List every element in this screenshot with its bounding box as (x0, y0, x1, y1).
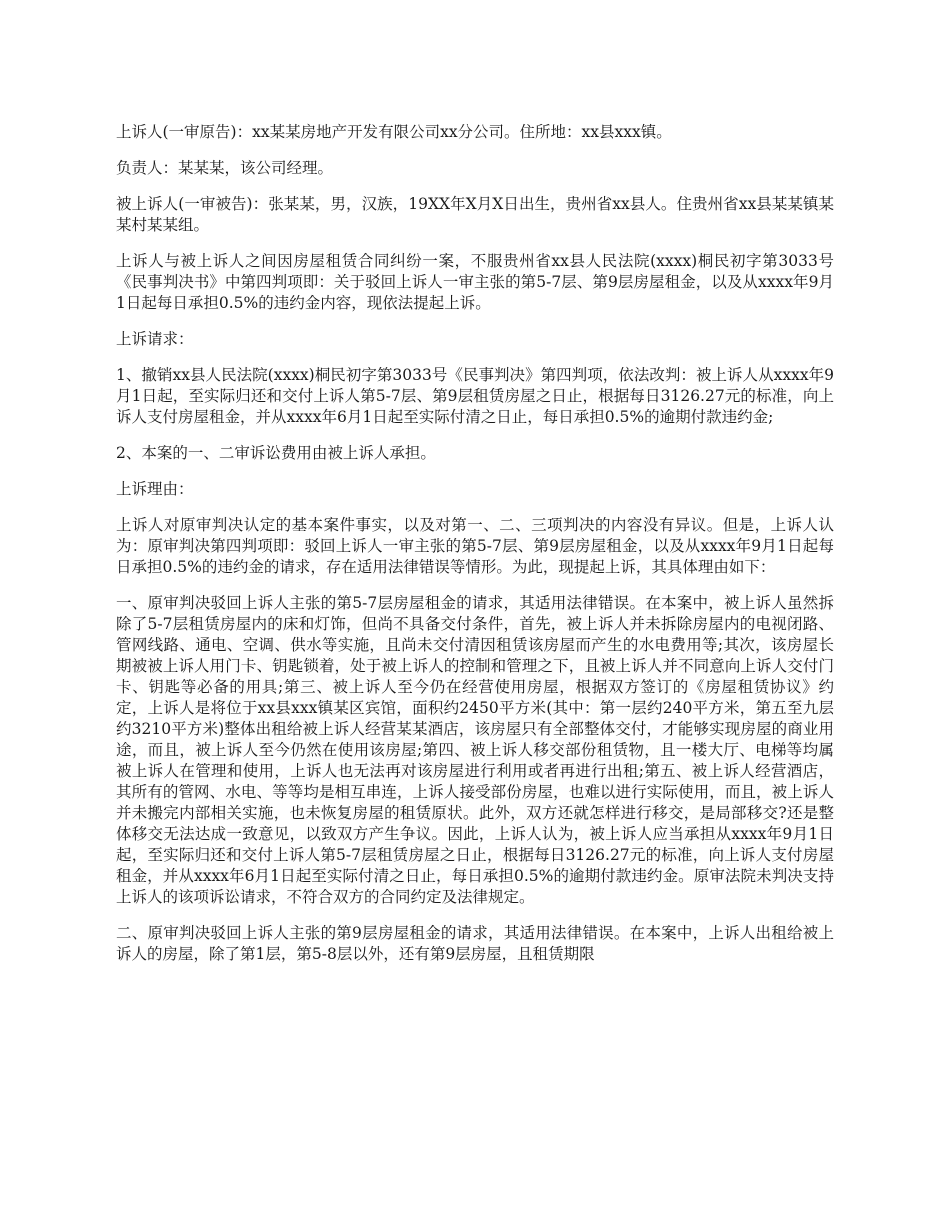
paragraph-responsible-person: 负责人：某某某，该公司经理。 (116, 159, 334, 177)
document-body (116, 122, 834, 980)
paragraph-reasons-intro: 上诉人对原审判决认定的基本案件事实，以及对第一、二、三项判决的内容没有异议。但是，上诉人认为：原审判决第四判项即：驳回上诉人一审主张的第5-7层、第9层房屋租金，以及从xxxx年9月1日起每日承担0.5%的违约金的请求，存在适用法律错误等情形。为此，现提起上诉，其具体理由如下： (116, 516, 834, 576)
heading-appeal-reasons: 上诉理由： (116, 480, 194, 498)
paragraph-reason-1: 一、原审判决驳回上诉人主张的第5-7层房屋租金的请求，其适用法律错误。在本案中，被上诉人虽然拆除了5-7层租赁房屋内的床和灯饰，但尚不具备交付条件，首先，被上诉人并未拆除房屋内的电视闭路、管网线路、通电、空调、供水等实施，且尚未交付清因租赁该房屋而产生的水电费用等;其次，该房屋长期被被上诉人用门卡、钥匙锁着，处于被上诉人的控制和管理之下，且被上诉人并不同意向上诉人交付门卡、钥匙等必备的用具;第三、被上诉人至今仍在经营使用房屋，根据双方签订的《房屋租赁协议》约定，上诉人是将位于xx县xxx镇某区宾馆，面积约2450平方米(其中：第一层约240平方米，第五至九层约3210平方米)整体出租给被上诉人经营某某酒店，该房屋只有全部整体交付，才能够实现房屋的商业用途，而且，被上诉人至今仍然在使用该房屋;第四、被上诉人移交部份租赁物，且一楼大厅、电梯等均属被上诉人在管理和使用，上诉人也无法再对该房屋进行利用或者再进行出租;第五、被上诉人经营酒店，其所有的管网、水电、等等均是相互串连，上诉人接受部份房屋，也难以进行实际使用，而且，被上诉人并未搬完内部相关实施，也未恢复房屋的租赁原状。此外，双方还就怎样进行移交，是局部移交?还是整体移交无法达成一致意见，以致双方产生争议。因此，上诉人认为，被上诉人应当承担从xxxx年9月1日起，至实际归还和交付上诉人第5-7层租赁房屋之日止，根据每日3126.27元的标准，向上诉人支付房屋租金，并从xxxx年6月1日起至实际付清之日止，每日承担0.5%的逾期付款违约金。原审法院未判决支持上诉人的该项诉讼请求，不符合双方的合同约定及法律规定。 (116, 594, 834, 906)
paragraph-case-intro: 上诉人与被上诉人之间因房屋租赁合同纠纷一案，不服贵州省xx县人民法院(xxxx)桐民初字第3033号《民事判决书》中第四判项即：关于驳回上诉人一审主张的第5-7层、第9层房屋租金，以及从xxxx年9月1日起每日承担0.5%的违约金内容，现依法提起上诉。 (116, 252, 834, 312)
paragraph-request-1: 1、撤销xx县人民法院(xxxx)桐民初字第3033号《民事判决》第四判项，依法改判：被上诉人从xxxx年9月1日起，至实际归还和交付上诉人第5-7层、第9层租赁房屋之日止，根据每日3126.27元的标准，向上诉人支付房屋租金，并从xxxx年6月1日起至实际付清之日止，每日承担0.5%的逾期付款违约金; (116, 366, 834, 426)
paragraph-appellant: 上诉人(一审原告)：xx某某房地产开发有限公司xx分公司。住所地：xx县xxx镇。 (116, 123, 672, 141)
paragraph-request-2: 2、本案的一、二审诉讼费用由被上诉人承担。 (116, 444, 436, 462)
heading-appeal-requests: 上诉请求： (116, 330, 194, 348)
paragraph-appellee: 被上诉人(一审被告)：张某某，男，汉族，19XX年X月X日出生，贵州省xx县人。住贵州省xx县某某镇某某村某某组。 (116, 195, 834, 234)
paragraph-reason-2: 二、原审判决驳回上诉人主张的第9层房屋租金的请求，其适用法律错误。在本案中，上诉人出租给被上诉人的房屋，除了第1层，第5-8层以外，还有第9层房屋，且租赁期限 (116, 924, 834, 963)
